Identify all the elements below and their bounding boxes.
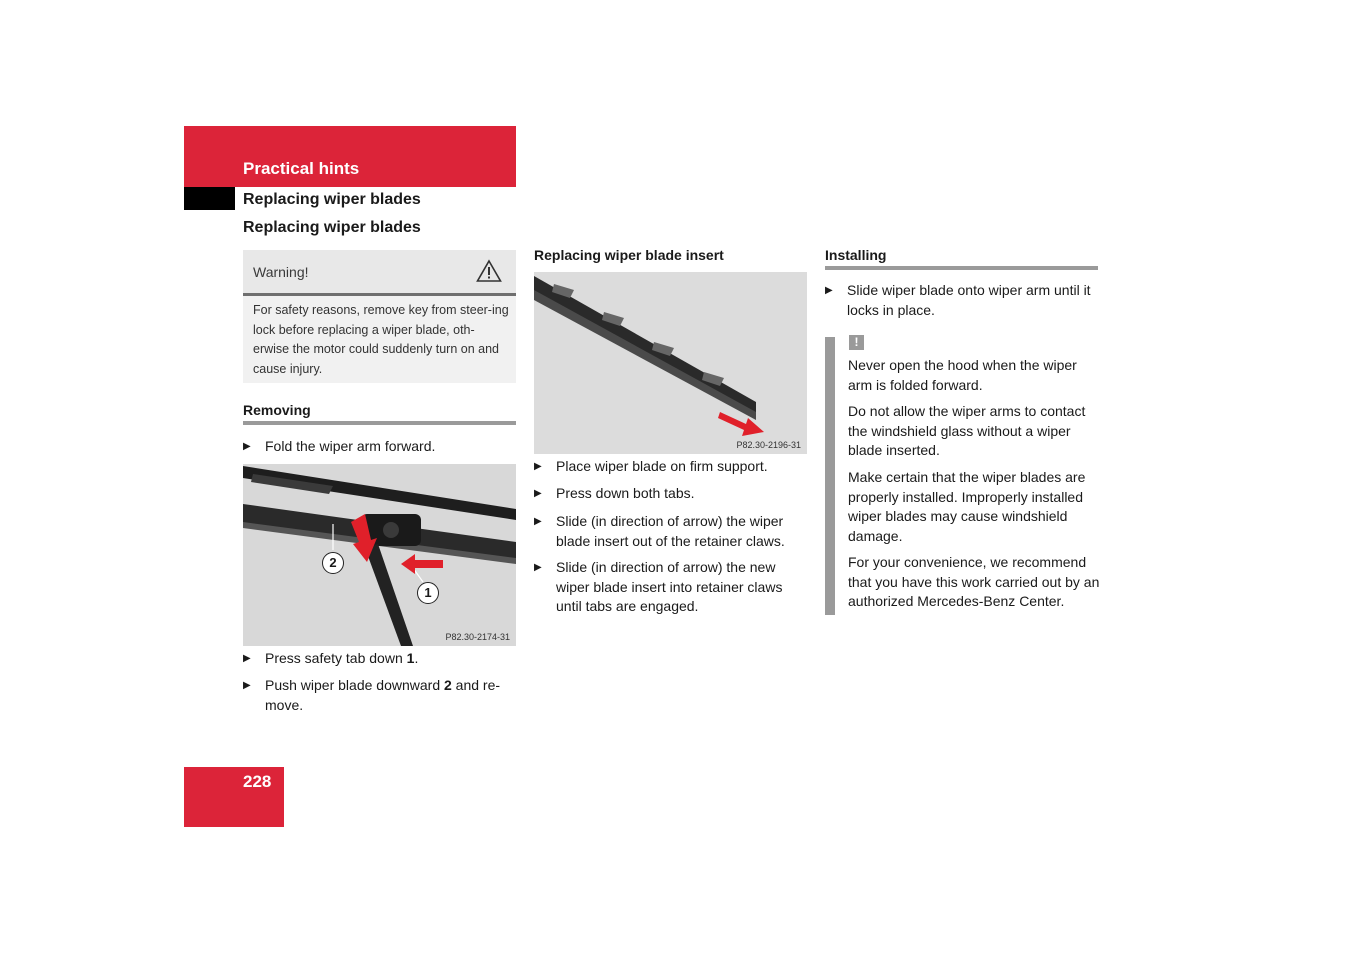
page-title: Replacing wiper blades <box>243 219 421 236</box>
insert-step-1: ▶ Place wiper blade on firm support. <box>534 457 807 477</box>
figure-insert <box>534 272 807 454</box>
subsection-title: Replacing wiper blades <box>243 191 421 208</box>
wiper-arm-illustration <box>243 464 516 646</box>
removing-step-3: ▶ Push wiper blade downward 2 and re-move. <box>243 676 516 715</box>
note-paragraph-4: For your convenience, we recommend that you have this work carried out by an authorized Mercedes-Benz Center. <box>848 554 1100 609</box>
warning-header <box>243 250 516 293</box>
bullet-arrow-icon: ▶ <box>243 680 251 691</box>
insert-step-3: ▶ Slide (in direction of arrow) the wiper blade insert out of the retainer claws. <box>534 512 807 551</box>
note-bar <box>825 337 835 615</box>
insert-heading: Replacing wiper blade insert <box>534 247 724 263</box>
warning-title: Warning! <box>253 264 309 280</box>
figure-code: P82.30-2174-31 <box>445 632 510 642</box>
removing-heading: Removing <box>243 402 311 418</box>
warning-box <box>243 250 516 383</box>
bullet-arrow-icon: ▶ <box>825 285 833 296</box>
warning-divider <box>243 293 516 296</box>
callout-1: 1 <box>417 582 439 604</box>
removing-step-2: ▶ Press safety tab down 1. <box>243 649 516 669</box>
warning-triangle-icon <box>476 259 502 288</box>
page-number: 228 <box>243 772 272 791</box>
section-marker <box>184 187 235 210</box>
insert-step-4: ▶ Slide (in direction of arrow) the new wiper blade insert into retainer claws until tabs are engaged. <box>534 558 807 617</box>
bullet-arrow-icon: ▶ <box>243 441 251 452</box>
wiper-blade-insert-illustration <box>534 272 807 454</box>
note-paragraph-3: Make certain that the wiper blades are properly installed. Improperly installed wiper blades may cause windshield damage. <box>848 469 1086 544</box>
note-paragraph-1: Never open the hood when the wiper arm is folded forward. <box>848 357 1077 393</box>
bullet-arrow-icon: ▶ <box>534 516 542 527</box>
installing-heading: Installing <box>825 247 887 263</box>
note-paragraph-2: Do not allow the wiper arms to contact the windshield glass without a wiper blade inserted. <box>848 403 1086 458</box>
warning-text: For safety reasons, remove key from steer-ing lock before replacing a wiper blade, oth-erwise the motor could suddenly turn on and cause injury. <box>253 303 509 376</box>
bullet-arrow-icon: ▶ <box>534 562 542 573</box>
bullet-arrow-icon: ▶ <box>534 461 542 472</box>
insert-step-2: ▶ Press down both tabs. <box>534 484 807 504</box>
bullet-arrow-icon: ▶ <box>534 488 542 499</box>
bullet-arrow-icon: ▶ <box>243 653 251 664</box>
figure-code: P82.30-2196-31 <box>736 440 801 450</box>
note-exclamation-icon: ! <box>849 335 864 350</box>
section-title: Practical hints <box>243 159 360 178</box>
figure-removing <box>243 464 516 646</box>
removing-rule <box>243 421 516 425</box>
removing-step-1: ▶ Fold the wiper arm forward. <box>243 437 516 457</box>
callout-2: 2 <box>322 552 344 574</box>
installing-rule <box>825 266 1098 270</box>
installing-step-1: ▶ Slide wiper blade onto wiper arm until it locks in place. <box>825 281 1098 320</box>
